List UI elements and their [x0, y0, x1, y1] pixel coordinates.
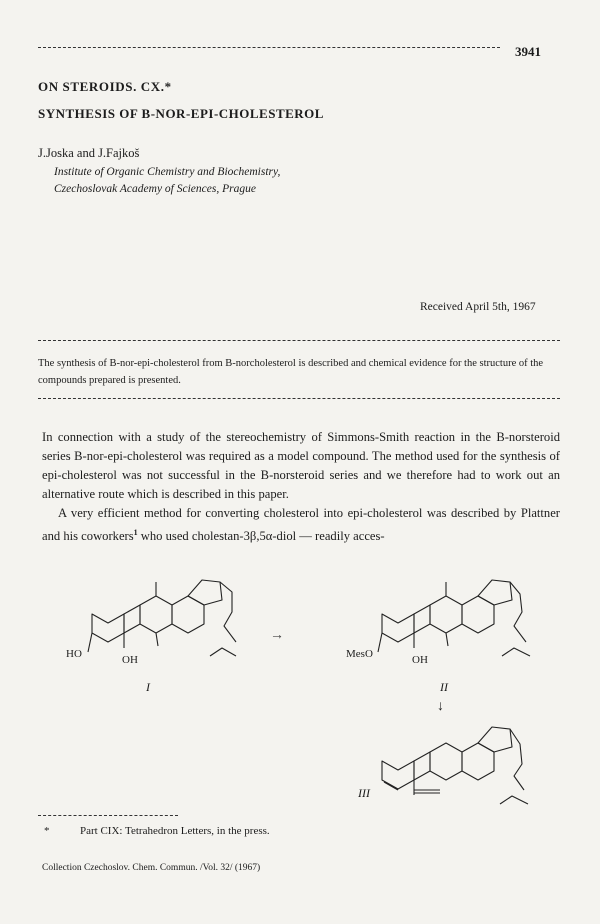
reference-marker: 1 [133, 528, 138, 537]
compound-II-left-label: MesO [346, 648, 373, 660]
structure-compound-I [88, 580, 236, 656]
page-number: 3941 [515, 44, 541, 59]
reaction-arrow-right: → [270, 628, 284, 643]
footnote-rule [38, 815, 178, 816]
affiliation-line-1: Institute of Organic Chemistry and Biochemistry, [54, 166, 281, 178]
compound-I-numeral: I [146, 680, 150, 694]
structure-compound-II [378, 580, 530, 656]
reaction-arrow-down: ↓ [437, 699, 444, 714]
compound-II-oh-label: OH [412, 654, 428, 666]
abstract: The synthesis of B-nor-epi-cholesterol from B-norcholesterol is described and chemical evidence for the structure of the compounds prepared is presented. [38, 358, 544, 386]
affiliation-line-2: Czechoslovak Academy of Sciences, Prague [54, 183, 256, 195]
compound-III-numeral: III [358, 786, 370, 800]
structure-compound-III [382, 727, 528, 804]
compound-II-numeral: II [440, 680, 448, 694]
paragraph-1: In connection with a study of the stereochemistry of Simmons-Smith reaction in the B-norsteroid series B-nor-epi-cholesterol was required as a model compound. The method used for the synthesis of epi-cholesterol was not successful in the B-norsteroid series and we therefore had to work out an alternative route which is described in this paper. [42, 430, 560, 501]
series-title: ON STEROIDS. CX.* [38, 79, 172, 94]
compound-I-left-label: HO [66, 648, 82, 660]
footnote [44, 825, 270, 837]
footnote-marker: * [44, 825, 50, 837]
compound-I-oh-label: OH [122, 654, 138, 666]
article-title: SYNTHESIS OF B-NOR-EPI-CHOLESTEROL [38, 106, 324, 121]
footnote-text: Part CIX: Tetrahedron Letters, in the press. [80, 825, 270, 837]
paragraph-2-text-b: who used cholestan-3β,5α-diol — readily acces- [137, 529, 385, 544]
authors: J.Joska and J.Fajkoš [38, 146, 140, 160]
received-date: Received April 5th, 1967 [420, 301, 536, 313]
journal-footer: Collection Czechoslov. Chem. Commun. /Vol. 32/ (1967) [42, 863, 261, 873]
paragraph-2-text-a: A very efficient method for converting cholesterol into epi-cholesterol was described by Plattner and his coworkers [42, 506, 560, 544]
